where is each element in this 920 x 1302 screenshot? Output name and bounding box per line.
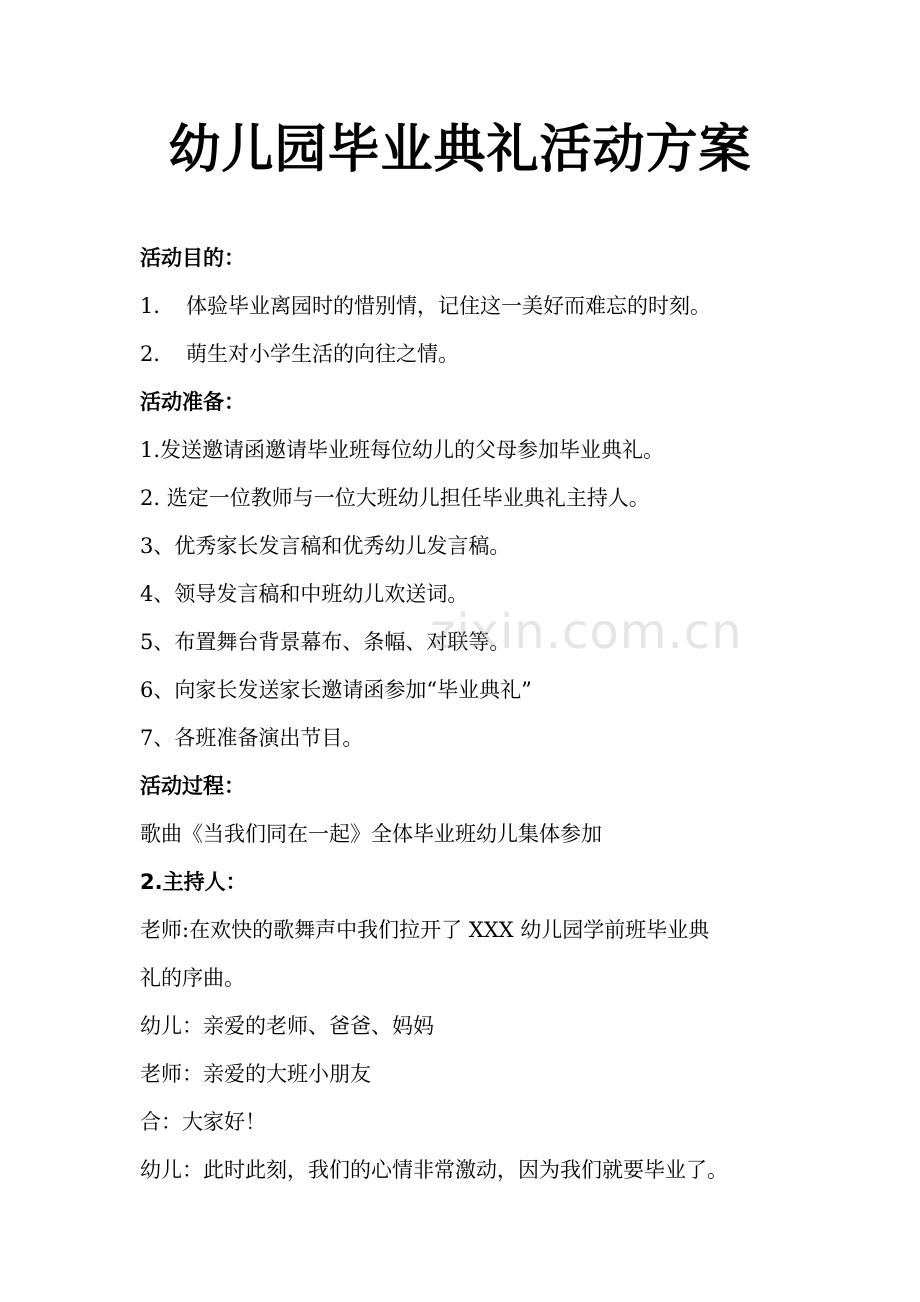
host-heading: 2.主持人： xyxy=(140,870,247,894)
purpose-item-text: 体验毕业离园时的惜别情，记住这一美好而难忘的时刻。 xyxy=(186,294,711,318)
dialogue-line: 老师:在欢快的歌舞声中我们拉开了 XXX 幼儿园学前班毕业典 xyxy=(140,918,710,942)
dialogue-line: 幼儿：亲爱的老师、爸爸、妈妈 xyxy=(140,1014,434,1038)
dialogue-line: 合：大家好！ xyxy=(140,1110,266,1134)
purpose-item xyxy=(140,330,790,378)
prep-item: 5、布置舞台背景幕布、条幅、对联等。 xyxy=(140,630,511,654)
prep-item: 2. 选定一位教师与一位大班幼儿担任毕业典礼主持人。 xyxy=(140,486,650,510)
purpose-heading: 活动目的： xyxy=(140,246,245,270)
process-heading: 活动过程： xyxy=(140,774,245,798)
purpose-item xyxy=(140,282,790,330)
document-title: 幼儿园毕业典礼活动方案 xyxy=(168,119,752,180)
prep-item: 4、领导发言稿和中班幼儿欢送词。 xyxy=(140,582,469,606)
process-line: 歌曲《当我们同在一起》全体毕业班幼儿集体参加 xyxy=(140,822,602,846)
purpose-item-text: 萌生对小学生活的向往之情。 xyxy=(186,342,459,366)
prep-item: 6、向家长发送家长邀请函参加“毕业典礼” xyxy=(140,678,532,702)
dialogue-line: 礼的序曲。 xyxy=(140,966,245,990)
prep-heading: 活动准备： xyxy=(140,390,245,414)
dialogue-line: 幼儿：此时此刻，我们的心情非常激动，因为我们就要毕业了。 xyxy=(140,1158,728,1182)
purpose-item-number: 1． xyxy=(140,294,175,318)
document-body xyxy=(140,234,790,1194)
prep-item: 1.发送邀请函邀请毕业班每位幼儿的父母参加毕业典礼。 xyxy=(140,438,665,462)
prep-item: 3、优秀家长发言稿和优秀幼儿发言稿。 xyxy=(140,534,511,558)
purpose-item-number: 2． xyxy=(140,342,175,366)
watermark: zixin.com.cn xyxy=(430,604,743,660)
prep-item: 7、各班准备演出节目。 xyxy=(140,726,364,750)
dialogue-line: 老师：亲爱的大班小朋友 xyxy=(140,1062,371,1086)
